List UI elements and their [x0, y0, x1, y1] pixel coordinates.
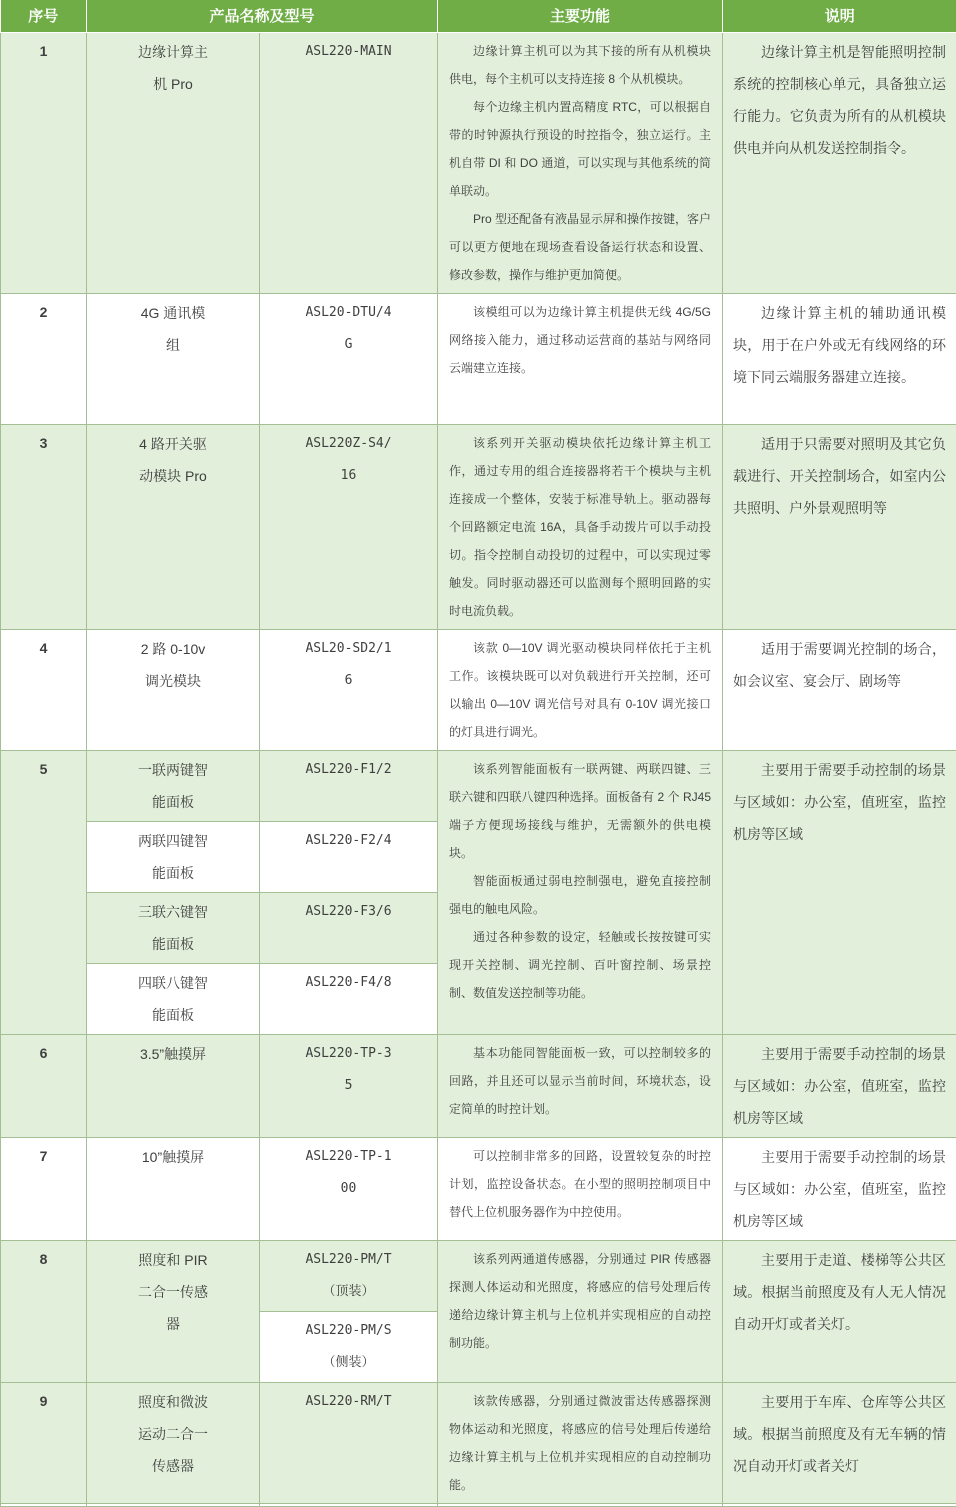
product-name-cell: 10”触摸屏 [87, 1137, 260, 1240]
col-header-function: 主要功能 [438, 0, 723, 32]
partial-cell [260, 1503, 438, 1506]
product-name-cell: 3.5”触摸屏 [87, 1034, 260, 1137]
function-paragraph: 可以控制非常多的回路，设置较复杂的时控计划，监控设备状态。在小型的照明控制项目中替代上位机服务器作为中控使用。 [449, 1142, 711, 1226]
function-paragraph: 边缘计算主机可以为其下接的所有从机模块供电，每个主机可以支持连接 8 个从机模块。 [449, 37, 711, 93]
table-row [1, 1240, 956, 1311]
row-number-cell: 7 [1, 1137, 87, 1240]
note-paragraph: 适用于只需要对照明及其它负载进行、开关控制场合，如室内公共照明、户外景观照明等 [733, 428, 946, 524]
table-row [1, 32, 956, 293]
main-function-cell [438, 1240, 723, 1382]
table-row [1, 750, 956, 821]
function-paragraph: 该款 0—10V 调光驱动模块同样依托于主机工作。该模块既可以对负载进行开关控制，还可以输出 0—10V 调光信号对具有 0-10V 调光接口的灯具进行调光。 [449, 634, 711, 746]
product-name-cell: 四联八键智能面板 [87, 963, 260, 1034]
product-model-cell: ASL220-F1/2 [260, 750, 438, 821]
product-name-cell: 一联两键智能面板 [87, 750, 260, 821]
product-model-cell: ASL220-F3/6 [260, 892, 438, 963]
col-header-no: 序号 [1, 0, 87, 32]
table-row [1, 629, 956, 750]
function-paragraph: 基本功能同智能面板一致，可以控制较多的回路，并且还可以显示当前时间，环境状态，设定简单的时控计划。 [449, 1039, 711, 1123]
function-paragraph: 智能面板通过弱电控制强电，避免直接控制强电的触电风险。 [449, 867, 711, 923]
table-row [1, 1137, 956, 1240]
note-cell [723, 1382, 956, 1503]
product-model-cell: ASL20-DTU/4G [260, 293, 438, 424]
note-paragraph: 主要用于需要手动控制的场景与区域如：办公室，值班室，监控机房等区域 [733, 1141, 946, 1237]
function-paragraph: 该系列开关驱动模块依托边缘计算主机工作，通过专用的组合连接器将若干个模块与主机连接成一个整体，安装于标准导轨上。驱动器每个回路额定电流 16A，具备手动拨片可以手动投切。指令控制自动投切的过程中，可以实现过零触发。同时驱动器还可以监测每个照明回路的实时电流负载。 [449, 429, 711, 625]
main-function-cell [438, 1137, 723, 1240]
function-paragraph: 该款传感器，分别通过微波雷达传感器探测物体运动和光照度，将感应的信号处理后传递给边缘计算主机与上位机并实现相应的自动控制功能。 [449, 1387, 711, 1499]
row-number-cell: 8 [1, 1240, 87, 1382]
row-number-cell: 5 [1, 750, 87, 1034]
function-paragraph: 该系列两通道传感器，分别通过 PIR 传感器探测人体运动和光照度，将感应的信号处理后传递给边缘计算主机与上位机并实现相应的自动控制功能。 [449, 1245, 711, 1357]
function-paragraph: 该系列智能面板有一联两键、两联四键、三联六键和四联八键四种选择。面板备有 2 个 RJ45 端子方便现场接线与维护，无需额外的供电模块。 [449, 755, 711, 867]
function-paragraph: 该模组可以为边缘计算主机提供无线 4G/5G 网络接入能力，通过移动运营商的基站与网络同云端建立连接。 [449, 298, 711, 382]
note-cell [723, 1137, 956, 1240]
partial-cell [87, 1503, 260, 1506]
note-cell [723, 32, 956, 293]
table-row [1, 1382, 956, 1503]
main-function-cell [438, 424, 723, 629]
row-number-cell: 4 [1, 629, 87, 750]
row-number-cell: 6 [1, 1034, 87, 1137]
product-name-cell: 边缘计算主机 Pro [87, 32, 260, 293]
note-paragraph: 适用于需要调光控制的场合，如会议室、宴会厅、剧场等 [733, 633, 946, 697]
product-model-cell: ASL220-MAIN [260, 32, 438, 293]
product-model-cell: ASL20-SD2/16 [260, 629, 438, 750]
main-function-cell [438, 32, 723, 293]
main-function-cell [438, 293, 723, 424]
note-paragraph: 主要用于需要手动控制的场景与区域如：办公室，值班室，监控机房等区域 [733, 1038, 946, 1134]
main-function-cell [438, 750, 723, 1034]
product-model-cell: ASL220-PM/T（顶装） [260, 1240, 438, 1311]
product-name-cell: 2 路 0-10v 调光模块 [87, 629, 260, 750]
product-name-cell: 照度和 PIR 二合一传感器 [87, 1240, 260, 1382]
product-model-cell: ASL220-PM/S（侧装） [260, 1311, 438, 1382]
note-paragraph: 主要用于车库、仓库等公共区域。根据当前照度及有无车辆的情况自动开灯或者关灯 [733, 1386, 946, 1482]
product-model-cell: ASL220-F2/4 [260, 821, 438, 892]
product-model-cell: ASL220-TP-35 [260, 1034, 438, 1137]
note-paragraph: 边缘计算主机是智能照明控制系统的控制核心单元，具备独立运行能力。它负责为所有的从机模块供电并向从机发送控制指令。 [733, 36, 946, 164]
function-paragraph: 每个边缘主机内置高精度 RTC，可以根据自带的时钟源执行预设的时控指令，独立运行。主机自带 DI 和 DO 通道，可以实现与其他系统的简单联动。 [449, 93, 711, 205]
main-function-cell [438, 1034, 723, 1137]
note-cell [723, 629, 956, 750]
partial-cell [438, 1503, 723, 1506]
note-cell [723, 750, 956, 1034]
note-cell [723, 1034, 956, 1137]
note-paragraph: 边缘计算主机的辅助通讯模块，用于在户外或无有线网络的环境下同云端服务器建立连接。 [733, 297, 946, 393]
product-model-cell: ASL220-F4/8 [260, 963, 438, 1034]
table-row [1, 1034, 956, 1137]
partial-bottom-row [1, 1503, 956, 1506]
product-model-cell: ASL220-RM/T [260, 1382, 438, 1503]
partial-cell [723, 1503, 956, 1506]
row-number-cell: 9 [1, 1382, 87, 1503]
row-number-cell: 3 [1, 424, 87, 629]
note-cell [723, 1240, 956, 1382]
partial-cell [1, 1503, 87, 1506]
table-row [1, 424, 956, 629]
product-model-cell: ASL220Z-S4/16 [260, 424, 438, 629]
note-cell [723, 293, 956, 424]
note-cell [723, 424, 956, 629]
col-header-note: 说明 [723, 0, 956, 32]
row-number-cell: 1 [1, 32, 87, 293]
function-paragraph: 通过各种参数的设定，轻触或长按按键可实现开关控制、调光控制、百叶窗控制、场景控制、数值发送控制等功能。 [449, 923, 711, 1007]
product-name-cell: 照度和微波运动二合一传感器 [87, 1382, 260, 1503]
table-row [1, 293, 956, 424]
product-name-cell: 4G 通讯模组 [87, 293, 260, 424]
note-paragraph: 主要用于需要手动控制的场景与区域如：办公室，值班室，监控机房等区域 [733, 754, 946, 850]
main-function-cell [438, 1382, 723, 1503]
product-name-cell: 三联六键智能面板 [87, 892, 260, 963]
product-name-cell: 两联四键智能面板 [87, 821, 260, 892]
main-function-cell [438, 629, 723, 750]
note-paragraph: 主要用于走道、楼梯等公共区域。根据当前照度及有人无人情况自动开灯或者关灯。 [733, 1244, 946, 1340]
row-number-cell: 2 [1, 293, 87, 424]
col-header-name-model: 产品名称及型号 [87, 0, 438, 32]
product-model-cell: ASL220-TP-100 [260, 1137, 438, 1240]
header-row [1, 0, 956, 32]
function-paragraph: Pro 型还配备有液晶显示屏和操作按键，客户可以更方便地在现场查看设备运行状态和设置、修改参数，操作与维护更加简便。 [449, 205, 711, 289]
product-name-cell: 4 路开关驱动模块 Pro [87, 424, 260, 629]
